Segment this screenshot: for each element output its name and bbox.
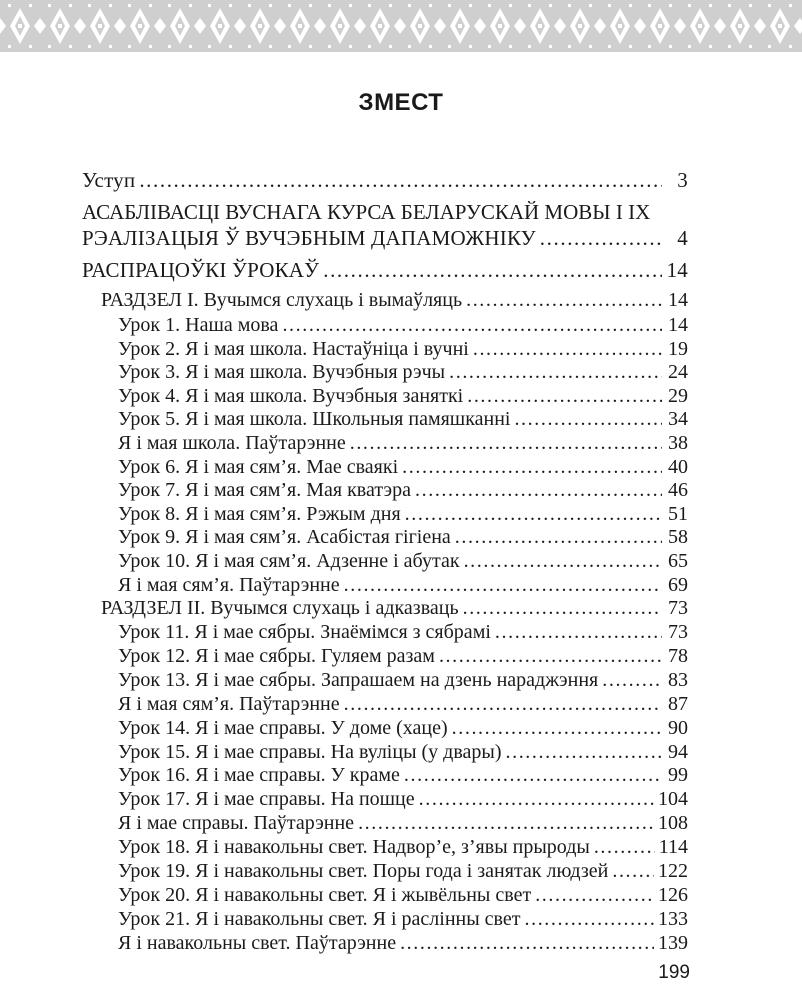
toc-entry-title: Урок 16. Я і мае справы. У краме bbox=[118, 764, 400, 787]
toc-entry bbox=[118, 907, 688, 931]
dot-leader bbox=[415, 478, 662, 502]
toc-entry bbox=[118, 931, 688, 955]
dot-leader bbox=[612, 859, 654, 883]
toc-entry bbox=[118, 859, 688, 883]
toc-entry-title: Я і мае справы. Паўтарэнне bbox=[118, 812, 355, 835]
toc-section-1 bbox=[101, 288, 688, 312]
dot-leader bbox=[358, 811, 654, 835]
toc-entry-title: Урок 20. Я і навакольны свет. Я і жывёльны свет bbox=[118, 883, 532, 906]
toc-entry-title: Урок 17. Я і мае справы. На пошце bbox=[118, 788, 415, 811]
toc-page-number: 69 bbox=[668, 573, 688, 596]
toc-entry bbox=[118, 692, 688, 716]
toc-entry-title: Урок 21. Я і навакольны свет. Я і раслінны свет bbox=[118, 907, 521, 930]
toc-entry-title: Урок 12. Я і мае сябры. Гуляем разам bbox=[118, 644, 435, 667]
toc-page-number: 19 bbox=[668, 337, 688, 360]
toc-page-number: 104 bbox=[658, 788, 688, 811]
dot-leader bbox=[449, 360, 662, 384]
page-number: 199 bbox=[658, 962, 690, 983]
toc-page-number: 14 bbox=[668, 289, 688, 311]
toc-entry-title: Я і мая школа. Паўтарэнне bbox=[118, 432, 346, 454]
toc-entry bbox=[118, 384, 688, 408]
dot-leader bbox=[506, 740, 663, 764]
toc-page-number: 122 bbox=[658, 860, 688, 882]
toc-entry bbox=[118, 716, 688, 740]
toc-entry-title: Урок 14. Я і мае справы. У доме (хаце) bbox=[118, 716, 448, 739]
dot-leader bbox=[594, 835, 655, 859]
toc-page-number: 4 bbox=[677, 226, 688, 250]
toc-entry-title: Я і навакольны свет. Паўтарэнне bbox=[118, 931, 397, 954]
toc-entry-title: Урок 6. Я і мая сям’я. Мае сваякі bbox=[118, 455, 399, 478]
toc-entry-title: Урок 9. Я і мая сям’я. Асабістая гігіена bbox=[118, 526, 451, 549]
toc-entry bbox=[118, 835, 688, 859]
toc-page-number: 94 bbox=[668, 740, 688, 763]
toc-entry-title: РАЗДЗЕЛ II. Вучымся слухаць і адказваць bbox=[101, 597, 459, 619]
toc-page-number: 73 bbox=[668, 597, 688, 619]
toc-entry-title: РЭАЛІЗАЦЫЯ Ў ВУЧЭБНЫМ ДАПАМОЖНІКУ bbox=[82, 226, 536, 250]
toc-entry-title: Урок 13. Я і мае сябры. Запрашаем на дзень нараджэння bbox=[118, 668, 599, 691]
toc-page-number: 14 bbox=[668, 314, 688, 336]
toc-entry-features-line1: АСАБЛІВАСЦІ ВУСНАГА КУРСА БЕЛАРУСКАЙ МОВЫ І ІХ bbox=[82, 200, 651, 224]
toc-entry bbox=[118, 313, 688, 337]
toc-page-number: 38 bbox=[668, 432, 688, 454]
dot-leader bbox=[323, 258, 662, 282]
dot-leader bbox=[402, 455, 662, 479]
toc-page-number: 14 bbox=[666, 258, 688, 282]
dot-leader bbox=[452, 716, 662, 740]
toc-entry-title: Урок 19. Я і навакольны свет. Поры года і занятак людзей bbox=[118, 860, 609, 882]
toc-entry-title: Урок 11. Я і мае сябры. Знаёмімся з сябрамі bbox=[118, 621, 491, 643]
toc-entry bbox=[118, 811, 688, 835]
toc-entry bbox=[118, 337, 688, 361]
toc-entry-title: РАСПРАЦОЎКІ ЎРОКАЎ bbox=[82, 258, 320, 282]
toc-page-number: 58 bbox=[668, 526, 688, 549]
toc-page-number: 83 bbox=[668, 668, 688, 691]
dot-leader bbox=[540, 226, 662, 250]
toc-page-number: 126 bbox=[658, 883, 688, 906]
toc-entry bbox=[118, 502, 688, 526]
page-title: ЗМЕСТ bbox=[358, 89, 444, 116]
dot-leader bbox=[282, 313, 662, 337]
toc-page-number: 108 bbox=[658, 812, 688, 835]
dot-leader bbox=[535, 883, 654, 907]
toc-page-number: 139 bbox=[658, 931, 688, 954]
toc-page-number: 90 bbox=[668, 716, 688, 739]
toc-page-number: 51 bbox=[668, 502, 688, 525]
dot-leader bbox=[404, 763, 662, 787]
toc-entry bbox=[118, 360, 688, 384]
toc-page-number: 40 bbox=[668, 455, 688, 478]
dot-leader bbox=[467, 384, 662, 408]
toc-section-2 bbox=[101, 596, 688, 620]
toc-entry-title: Урок 3. Я і мая школа. Вучэбныя рэчы bbox=[118, 361, 446, 384]
dot-leader bbox=[400, 931, 654, 955]
dot-leader bbox=[350, 431, 662, 455]
toc-entry bbox=[118, 407, 688, 431]
toc-page-number: 114 bbox=[658, 836, 688, 859]
dot-leader bbox=[495, 620, 662, 644]
toc-page-number: 65 bbox=[668, 550, 688, 572]
dot-leader bbox=[514, 407, 662, 431]
toc-entry-intro bbox=[82, 168, 688, 192]
toc-entry-title: Урок 10. Я і мая сям’я. Адзенне і абутак bbox=[118, 550, 460, 572]
toc-page-number: 87 bbox=[668, 692, 688, 715]
dot-leader bbox=[455, 525, 662, 549]
toc-entry-title: РАЗДЗЕЛ I. Вучымся слухаць і вымаўляць bbox=[101, 289, 463, 311]
dot-leader bbox=[344, 692, 662, 716]
toc-entry bbox=[118, 478, 688, 502]
toc-entry-features bbox=[82, 226, 688, 250]
dot-leader bbox=[466, 288, 662, 312]
toc-entry bbox=[118, 620, 688, 644]
toc-page-number: 24 bbox=[668, 361, 688, 384]
toc-entry bbox=[118, 525, 688, 549]
toc-page-number: 133 bbox=[658, 907, 688, 930]
dot-leader bbox=[439, 644, 662, 668]
toc-entry-lessons-part bbox=[82, 258, 688, 282]
toc-entry-title: Урок 15. Я і мае справы. На вуліцы (у двары) bbox=[118, 740, 502, 763]
decorative-ornament-band bbox=[0, 0, 802, 52]
dot-leader bbox=[602, 668, 662, 692]
toc-entry-title: Урок 4. Я і мая школа. Вучэбныя заняткі bbox=[118, 384, 464, 407]
toc-entry-title: Урок 5. Я і мая школа. Школьныя памяшканні bbox=[118, 408, 511, 431]
toc-entry bbox=[118, 740, 688, 764]
toc-entry bbox=[118, 787, 688, 811]
toc-entry bbox=[118, 455, 688, 479]
toc-entry bbox=[118, 573, 688, 597]
toc-entry-title: Урок 7. Я і мая сям’я. Мая кватэра bbox=[118, 479, 412, 502]
toc-entry-title: Я і мая сям’я. Паўтарэнне bbox=[118, 573, 340, 596]
toc-entry-title: Я і мая сям’я. Паўтарэнне bbox=[118, 692, 340, 715]
toc-page-number: 34 bbox=[668, 408, 688, 431]
toc-entry bbox=[118, 644, 688, 668]
dot-leader bbox=[464, 549, 662, 573]
toc-page-number: 99 bbox=[668, 764, 688, 787]
toc-entry bbox=[118, 431, 688, 455]
dot-leader bbox=[405, 502, 662, 526]
toc-entry-title: Урок 8. Я і мая сям’я. Рэжым дня bbox=[118, 502, 401, 525]
toc-page-number: 78 bbox=[668, 644, 688, 667]
toc-entry bbox=[118, 763, 688, 787]
toc-page-number: 73 bbox=[668, 621, 688, 643]
dot-leader bbox=[139, 168, 662, 192]
dot-leader bbox=[344, 573, 662, 597]
toc-entry bbox=[118, 883, 688, 907]
toc-page-number: 46 bbox=[668, 479, 688, 502]
dot-leader bbox=[463, 596, 662, 620]
toc-entry-title: Урок 1. Наша мова bbox=[118, 314, 279, 336]
toc-entry bbox=[118, 549, 688, 573]
dot-leader bbox=[419, 787, 654, 811]
toc-page-number: 29 bbox=[668, 384, 688, 407]
dot-leader bbox=[525, 907, 655, 931]
toc-entry-title: Уступ bbox=[82, 168, 136, 192]
toc-page-number: 3 bbox=[677, 168, 688, 192]
toc-entry-title: Урок 18. Я і навакольны свет. Надвор’е, з’явы прыроды bbox=[118, 836, 590, 859]
dot-leader bbox=[473, 337, 662, 361]
toc-entry bbox=[118, 668, 688, 692]
toc-entry-title: Урок 2. Я і мая школа. Настаўніца і вучні bbox=[118, 337, 469, 360]
